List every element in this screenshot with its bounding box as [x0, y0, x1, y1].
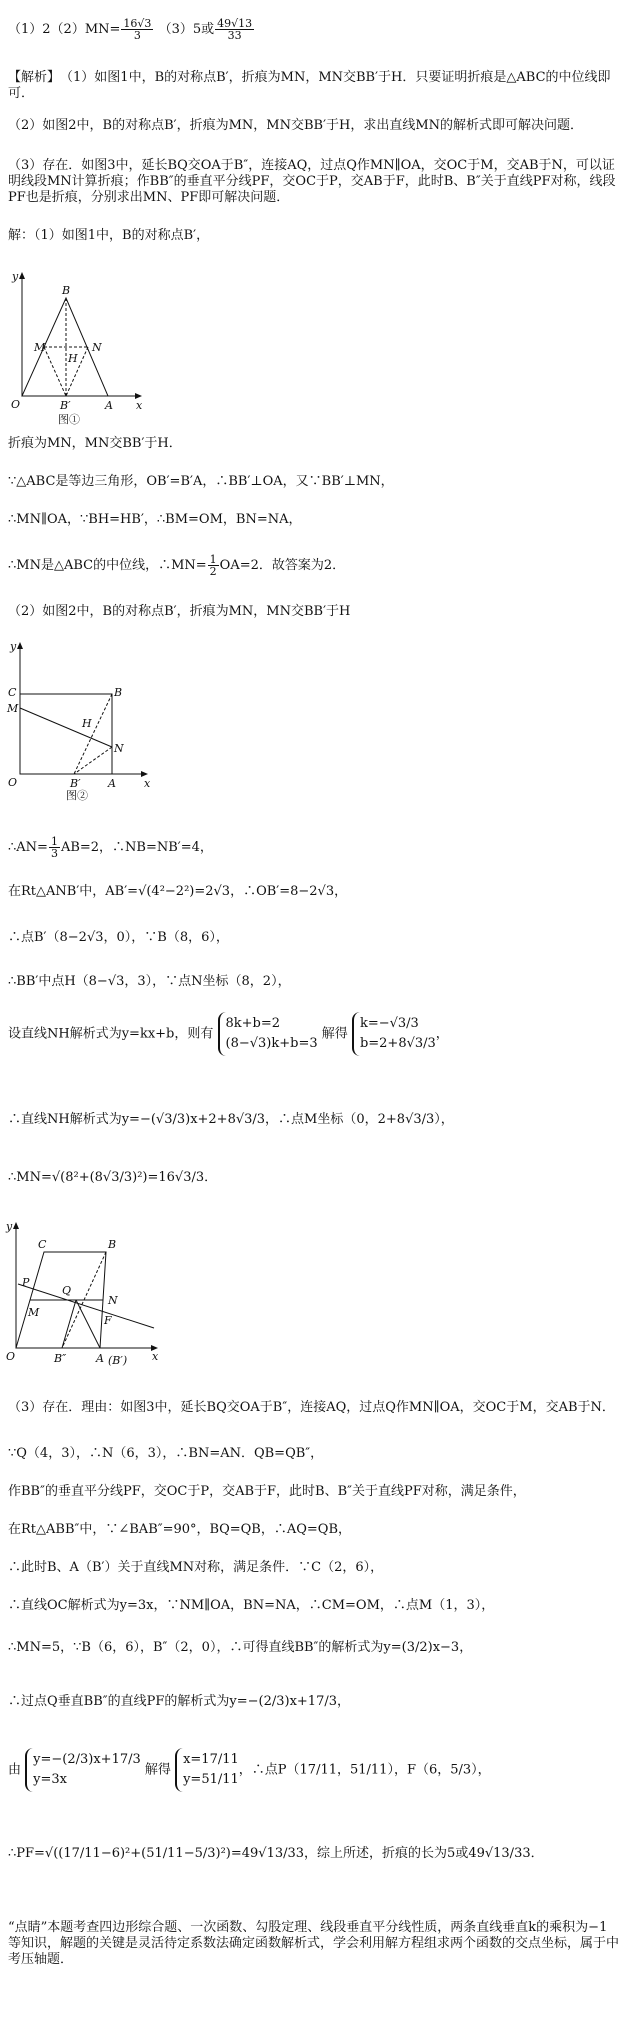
fig3-label: x [152, 1350, 159, 1363]
fig1-label: M [34, 341, 46, 354]
fig1-label: B′ [60, 399, 71, 412]
fig3-label: F [104, 1314, 112, 1327]
solution-s1: 解：（1）如图1中，B的对称点B′， [8, 228, 210, 243]
fig1-label: A [105, 399, 113, 412]
fig2-label: y [10, 640, 17, 653]
fig2-label: H [82, 717, 92, 730]
solution-s22: 由 y=−(2/3)x+17/3 y=3x 解得 x=17/11 y=51/11，∴点P（17/11，51/11），F（6，5/3）， [8, 1748, 491, 1792]
fig3-label: B [108, 1238, 117, 1251]
solution-s11: 设直线NH解析式为y=kx+b，则有 8k+b=2 (8−√3)k+b=3 解得 k=−√3/3 b=2+8√3/3， [8, 1012, 449, 1056]
solution-s17: 在Rt△ABB″中，∵∠BAB″=90°，BQ=QB，∴AQ=QB， [8, 1522, 352, 1537]
solution-s16: 作BB″的垂直平分线PF，交OC于P，交AB于F，此时B、B″关于直线PF对称，满足条件， [8, 1484, 526, 1499]
fig3-label: M [28, 1306, 40, 1319]
fig1-label: H [68, 352, 78, 365]
fig3-label: y [6, 1220, 13, 1233]
fig2-label: M [7, 702, 19, 715]
fig2-label: A [108, 777, 116, 790]
analysis-tag: 【解析】 [8, 70, 54, 85]
analysis-p2: （2）如图2中，B的对称点B′，折痕为MN，MN交BB′于H，求出直线MN的解析式即可解决问题． [8, 118, 584, 133]
figure-2 [4, 640, 154, 802]
solution-s12: ∴直线NH解析式为y=−(√3/3)x+2+8√3/3，∴点M坐标（0，2+8√3/3）， [8, 1112, 454, 1127]
solution-s5: ∴MN是△ABC的中位线，∴MN= $\frac{1}{2}$ OA=2．故答案为2． [8, 553, 346, 578]
fig3-label: Q [62, 1284, 72, 1297]
fig2-label: B′ [70, 777, 81, 790]
solution-s23: ∴PF=√((17/11−6)²+(51/11−5/3)²)=49√13/33，综上所述，折痕的长为5或49√13/33． [8, 1846, 544, 1861]
fig3-label: N [108, 1294, 118, 1307]
fig1-label: y [12, 270, 19, 283]
fig2-label: N [114, 742, 124, 755]
fig2-label: x [144, 777, 151, 790]
answer-part1: （1）2（2）MN= [8, 22, 121, 37]
solution-s10: ∴BB′中点H（8−√3，3），∵点N坐标（8，2）， [8, 974, 291, 989]
solution-s13: ∴MN=√(8²+(8√3/3)²)=16√3/3． [8, 1170, 218, 1185]
fig1-label: O [11, 398, 21, 411]
fig2-label: B [114, 686, 123, 699]
fig3-label: B″ [54, 1352, 67, 1365]
figure-3 [4, 1220, 164, 1370]
fig3-label: P [22, 1276, 30, 1289]
solution-s14: （3）存在．理由：如图3中，延长BQ交OA于B″，连接AQ，过点Q作MN∥OA，交OC于M，交AB于N． [8, 1400, 615, 1415]
solution-s19: ∴直线OC解析式为y=3x，∵NM∥OA，BN=NA，∴CM=OM，∴点M（1，3）， [8, 1598, 495, 1613]
fig3-label: C [38, 1238, 47, 1251]
fig1-label: N [92, 341, 102, 354]
solution-s15: ∵Q（4，3），∴N（6，3），∴BN=AN．QB=QB″， [8, 1446, 324, 1461]
fig3-label: (B′) [108, 1354, 128, 1367]
solution-s8: 在Rt△ANB′中，AB′=√(4²−2²)=2√3，∴OB′=8−2√3， [8, 884, 348, 899]
solution-s2: 折痕为MN，MN交BB′于H． [8, 436, 182, 451]
solution-s7: ∴AN= $\frac{1}{3}$ AB=2，∴NB=NB′=4， [8, 835, 213, 860]
analysis-p3: （3）存在．如图3中，延长BQ交OA于B″，连接AQ，过点Q作MN∥OA，交OC于M，交AB于N，可以证明线段MN计算折痕；作BB″的垂直平分线PF，交OC于P，交AB于F，此时B、B″关于直线PF对称，线段PF也是折痕，分别求出MN、PF即可解决问题． [8, 158, 616, 205]
fig2-caption: 图② [66, 789, 88, 802]
fig1-caption: 图① [58, 413, 80, 426]
answer-frac1: $\frac{16√3}{3}$ [123, 17, 152, 42]
comment: “点睛”本题考查四边形综合题、一次函数、勾股定理、线段垂直平分线性质，两条直线垂直k的乘积为−1等知识，解题的关键是灵活待定系数法确定函数解析式，学会利用解方程组求两个函数的交点坐标，属于中考压轴题． [8, 1920, 620, 1967]
solution-s20: ∴MN=5，∵B（6，6），B″（2，0），∴可得直线BB″的解析式为y=(3/2)x−3， [8, 1640, 473, 1655]
solution-s9: ∴点B′（8−2√3，0），∵B（8，6）， [8, 930, 229, 945]
fig3-label: O [6, 1350, 16, 1363]
solution-s18: ∴此时B、A（B′）关于直线MN对称，满足条件．∵C（2，6）， [8, 1560, 384, 1575]
answer-line [8, 18, 255, 41]
fig1-label: B [62, 284, 71, 297]
solution-s21: ∴过点Q垂直BB″的直线PF的解析式为y=−(2/3)x+17/3， [8, 1694, 350, 1709]
figure-1 [8, 268, 148, 426]
fig3-label: A [96, 1352, 104, 1365]
fig2-label: O [8, 776, 18, 789]
solution-s3: ∵△ABC是等边三角形，OB′=B′A，∴BB′⊥OA，又∵BB′⊥MN， [8, 474, 394, 489]
fig2-label: C [8, 686, 17, 699]
solution-s6: （2）如图2中，B的对称点B′，折痕为MN，MN交BB′于H [8, 604, 351, 619]
answer-part3: （3）5或 [158, 22, 215, 37]
answer-frac3: $\frac{49√13}{33}$ [217, 17, 253, 42]
fig1-label: x [136, 399, 143, 412]
analysis-p1: 【解析】 （1）如图1中，B的对称点B′，折痕为MN，MN交BB′于H．只要证明折痕是△ABC的中位线即可． [8, 70, 611, 101]
solution-s4: ∴MN∥OA，∵BH=HB′，∴BM=OM，BN=NA， [8, 512, 302, 527]
